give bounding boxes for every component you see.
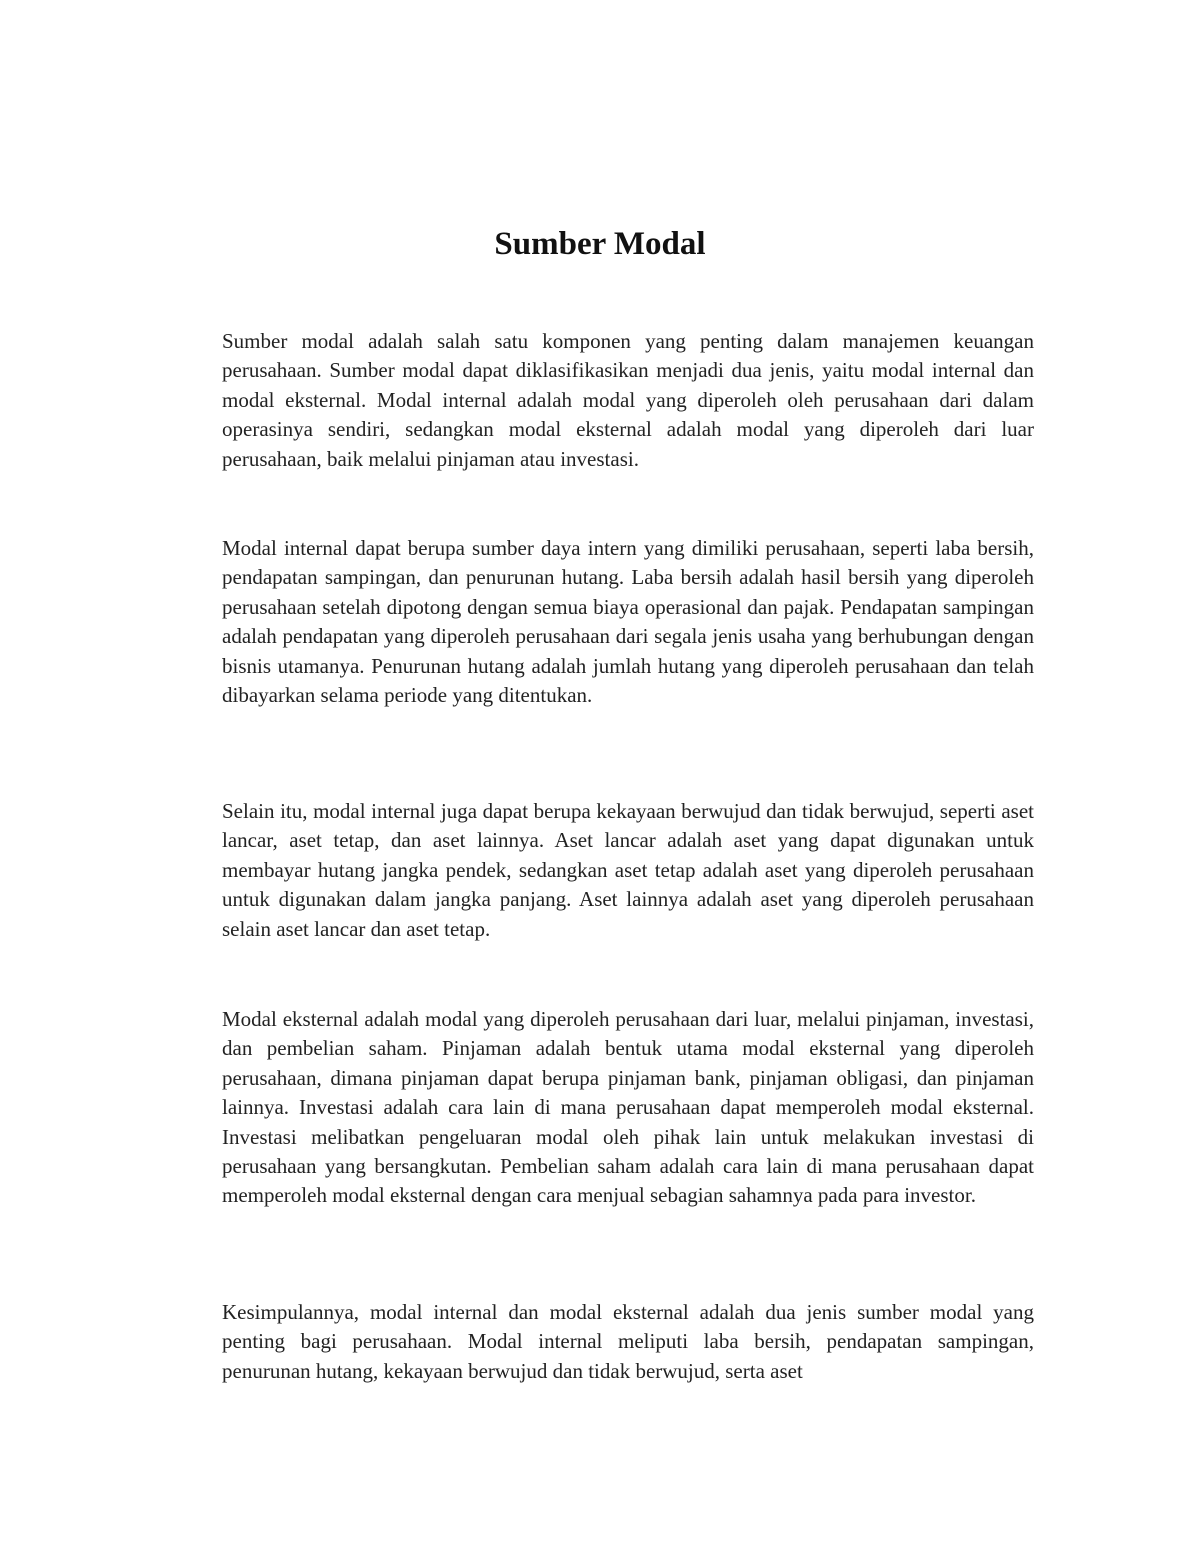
paragraph-kekayaan-aset: Selain itu, modal internal juga dapat berupa kekayaan berwujud dan tidak berwujud, seperti aset lancar, aset tetap, dan aset lainnya. Aset lancar adalah aset yang dapat digunakan untuk membayar hutang jangka pendek, sedangkan aset tetap adalah aset yang diperoleh perusahaan untuk digunakan dalam jangka panjang. Aset lainnya adalah aset yang diperoleh perusahaan selain aset lancar dan aset tetap. xyxy=(222,799,1034,941)
paragraph-kesimpulan: Kesimpulannya, modal internal dan modal eksternal adalah dua jenis sumber modal yang penting bagi perusahaan. Modal internal meliputi laba bersih, pendapatan sampingan, penurunan hutang, kekayaan berwujud dan tidak berwujud, serta aset xyxy=(222,1300,1034,1383)
paragraph-modal-internal: Modal internal dapat berupa sumber daya intern yang dimiliki perusahaan, seperti laba bersih, pendapatan sampingan, dan penurunan hutang. Laba bersih adalah hasil bersih yang diperoleh perusahaan setelah dipotong dengan semua biaya operasional dan pajak. Pendapatan sampingan adalah pendapatan yang diperoleh perusahaan dari segala jenis usaha yang berhubungan dengan bisnis utamanya. Penurunan hutang adalah jumlah hutang yang diperoleh perusahaan dan telah dibayarkan selama periode yang ditentukan. xyxy=(222,536,1034,708)
page-title: Sumber Modal xyxy=(494,226,706,262)
paragraph-sumber-modal-intro: Sumber modal adalah salah satu komponen yang penting dalam manajemen keuangan perusahaan. Sumber modal dapat diklasifikasikan menjadi dua jenis, yaitu modal internal dan modal eksternal. Modal internal adalah modal yang diperoleh oleh perusahaan dari dalam operasinya sendiri, sedangkan modal eksternal adalah modal yang diperoleh dari luar perusahaan, baik melalui pinjaman atau investasi. xyxy=(222,329,1034,471)
paragraph-modal-eksternal: Modal eksternal adalah modal yang diperoleh perusahaan dari luar, melalui pinjaman, investasi, dan pembelian saham. Pinjaman adalah bentuk utama modal eksternal yang diperoleh perusahaan, dimana pinjaman dapat berupa pinjaman bank, pinjaman obligasi, dan pinjaman lainnya. Investasi adalah cara lain di mana perusahaan dapat memperoleh modal eksternal. Investasi melibatkan pengeluaran modal oleh pihak lain untuk melakukan investasi di perusahaan yang bersangkutan. Pembelian saham adalah cara lain di mana perusahaan dapat memperoleh modal eksternal dengan cara menjual sebagian sahamnya pada para investor. xyxy=(222,1007,1034,1208)
